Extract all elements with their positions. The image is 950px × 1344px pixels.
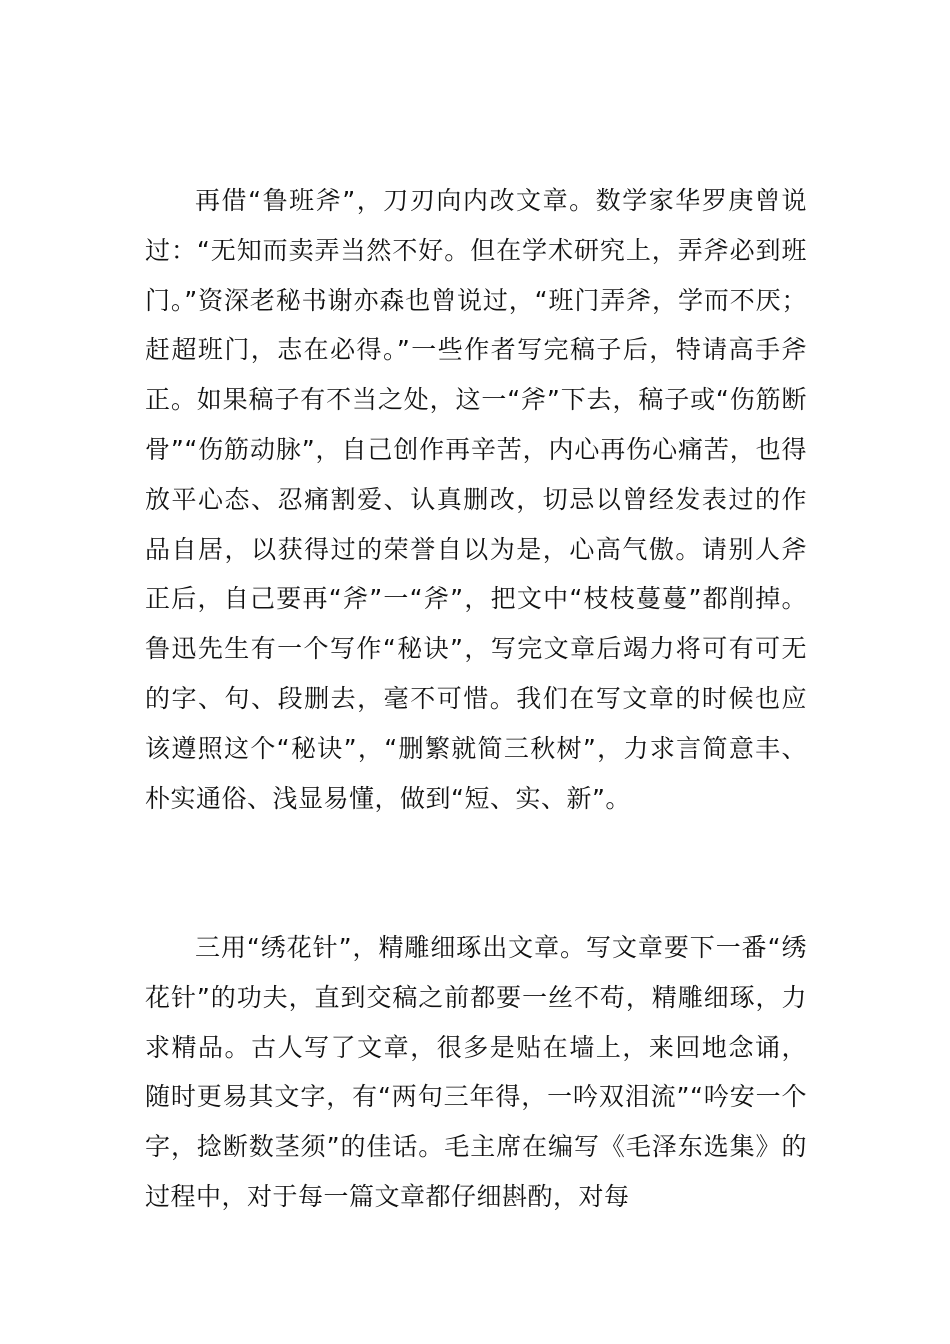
paragraph-embroidery-needle: 三用“绣花针”，精雕细琢出文章。写文章要下一番“绣花针”的功夫，直到交稿之前都要一丝不苟，精雕细琢，力求精品。古人写了文章，很多是贴在墙上，来回地念诵，随时更易其文字，有“两句三年得，一吟双泪流”“吟安一个字，捻断数茎须”的佳话。毛主席在编写《毛泽东选集》的过程中，对于每一篇文章都仔细斟酌，对每	[145, 933, 807, 1211]
paragraph-lu-ban-axe: 再借“鲁班斧”，刀刃向内改文章。数学家华罗庚曾说过：“无知而卖弄当然不好。但在学术研究上，弄斧必到班门。”资深老秘书谢亦森也曾说过，“班门弄斧，学而不厌；赶超班门，志在必得。”一些作者写完稿子后，特请高手斧正。如果稿子有不当之处，这一“斧”下去，稿子或“伤筋断骨”“伤筋动脉”，自己创作再辛苦，内心再伤心痛苦，也得放平心态、忍痛割爱、认真删改，切忌以曾经发表过的作品自居，以获得过的荣誉自以为是，心高气傲。请别人斧正后，自己要再“斧”一“斧”，把文中“枝枝蔓蔓”都削掉。鲁迅先生有一个写作“秘诀”，写完文章后竭力将可有可无的字、句、段删去，毫不可惜。我们在写文章的时候也应该遵照这个“秘诀”，“删繁就简三秋树”，力求言简意丰、朴实通俗、浅显易懂，做到“短、实、新”。	[145, 186, 807, 813]
